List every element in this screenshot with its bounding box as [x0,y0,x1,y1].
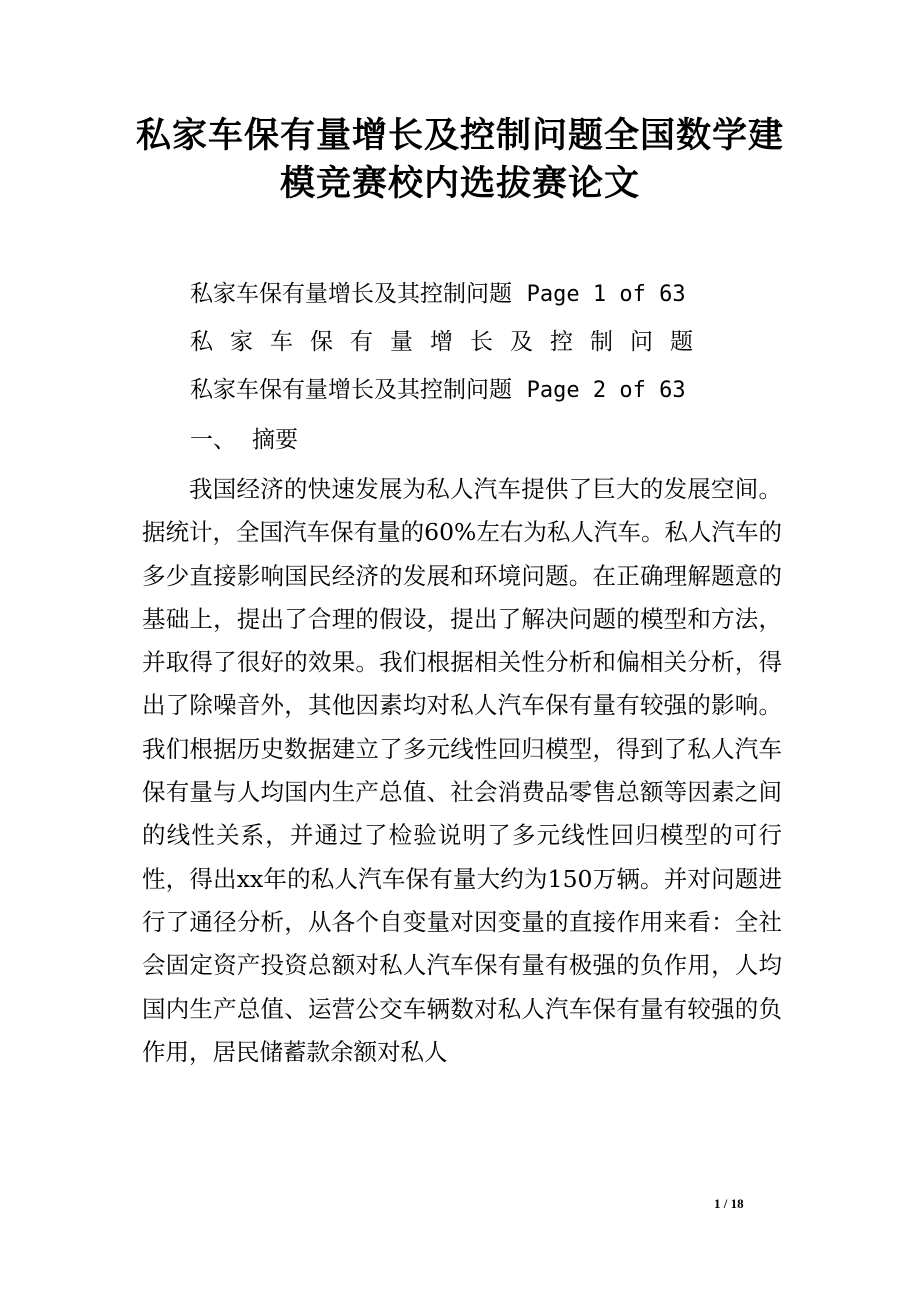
document-title [120,112,800,208]
running-header-1-page-ref: Page 1 of 63 [526,282,686,307]
spaced-title: 私家车保有量增长及控制问题 [190,329,710,355]
running-header-1-text: 私家车保有量增长及其控制问题 [190,281,512,307]
title-line-2: 模竞赛校内选拔赛论文 [279,164,640,204]
page-number: 1 / 18 [714,1196,744,1211]
running-header-2-text: 私家车保有量增长及其控制问题 [190,377,512,403]
section-title: 摘要 [252,427,298,453]
running-header-2 [190,374,686,407]
abstract-paragraph: 我国经济的快速发展为私人汽车提供了巨大的发展空间。据统计，全国汽车保有量的60%左右为私人汽车。私人汽车的多少直接影响国民经济的发展和环境问题。在正确理解题意的基础上，提出了合理的假设，提出了解决问题的模型和方法，并取得了很好的效果。我们根据相关性分析和偏相关分析，得出了除噪音外，其他因素均对私人汽车保有量有较强的影响。我们根据历史数据建立了多元线性回归模型，得到了私人汽车保有量与人均国内生产总值、社会消费品零售总额等因素之间的线性关系，并通过了检验说明了多元线性回归模型的可行性，得出xx年的私人汽车保有量大约为150万辆。并对问题进行了通径分析，从各个自变量对因变量的直接作用来看：全社会固定资产投资总额对私人汽车保有量有极强的负作用，人均国内生产总值、运营公交车辆数对私人汽车保有量有较强的负作用，居民储蓄款余额对私人 [142,475,782,1066]
title-line-1: 私家车保有量增长及控制问题全国数学建 [135,116,784,156]
running-header-2-page-ref: Page 2 of 63 [526,378,686,403]
running-header-1 [190,278,686,311]
section-number: 一、 [190,427,236,453]
section-heading [190,424,298,456]
